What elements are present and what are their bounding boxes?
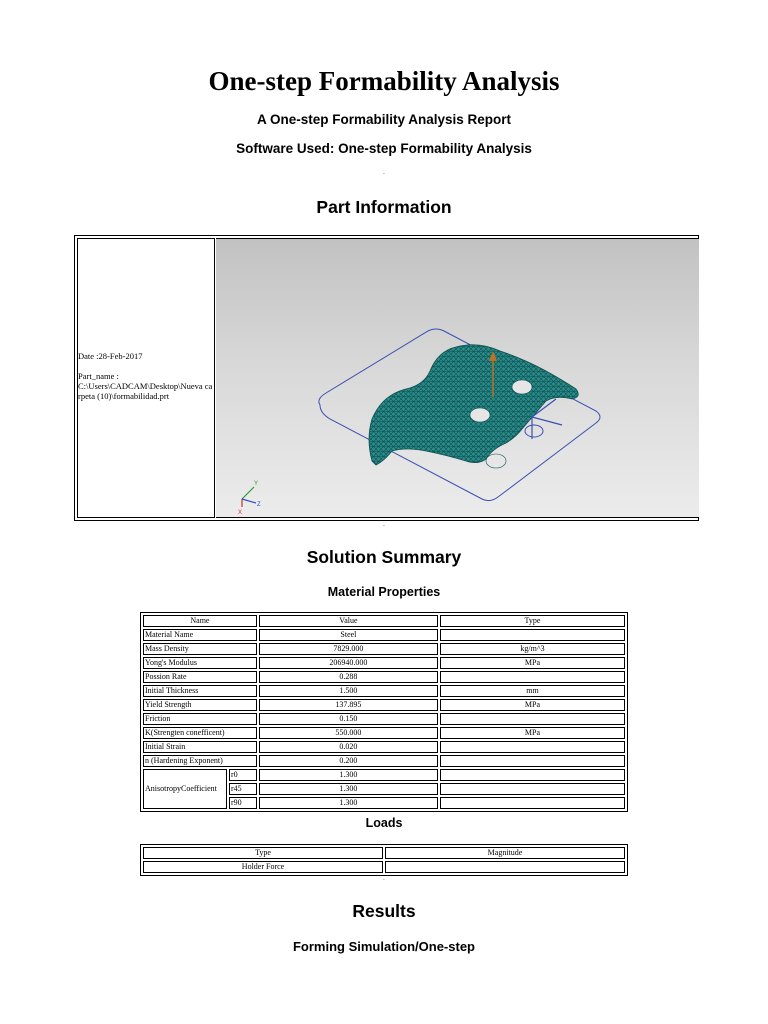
property-name: Yong's Modulus [143, 657, 257, 669]
table-row [143, 671, 625, 683]
property-unit [440, 671, 625, 683]
material-properties-table [140, 612, 628, 812]
property-value: 550.000 [259, 727, 438, 739]
property-name: Mass Density [143, 643, 257, 655]
property-value: 1.300 [259, 783, 438, 795]
axis-triad-icon [238, 481, 261, 516]
part-model-image [216, 239, 699, 518]
report-title: One-step Formability Analysis [208, 66, 560, 96]
property-unit [440, 713, 625, 725]
table-row [143, 741, 625, 753]
property-unit [440, 797, 625, 809]
table-row [143, 769, 625, 781]
solution-summary-heading: Solution Summary [306, 547, 462, 567]
table-row [143, 713, 625, 725]
property-name: Yield Strength [143, 699, 257, 711]
table-row [143, 755, 625, 767]
anisotropy-direction: r45 [229, 783, 257, 795]
property-name: n (Hardening Exponent) [143, 755, 257, 767]
separator-dot: . [383, 170, 385, 176]
table-row [143, 699, 625, 711]
property-value: 1.300 [259, 797, 438, 809]
anisotropy-direction: r90 [229, 797, 257, 809]
hole-outline [525, 425, 543, 437]
property-value: 0.200 [259, 755, 438, 767]
anisotropy-label: AnisotropyCoefficient [143, 769, 227, 809]
column-header: Magnitude [385, 847, 625, 859]
part-name-path: C:\Users\CADCAM\Desktop\Nueva carpeta (10)\formabilidad.prt [78, 381, 213, 401]
property-value: 206940.000 [259, 657, 438, 669]
property-name: Initial Thickness [143, 685, 257, 697]
property-name: Friction [143, 713, 257, 725]
property-value: 7829.000 [259, 643, 438, 655]
property-unit: mm [440, 685, 625, 697]
table-header-row [143, 847, 625, 859]
column-header: Type [143, 847, 383, 859]
property-unit: MPa [440, 727, 625, 739]
part-name-label: Part_name : [78, 371, 119, 381]
software-used: Software Used: One-step Formability Analysis [236, 141, 532, 156]
property-unit [440, 783, 625, 795]
table-row [143, 629, 625, 641]
property-unit [440, 769, 625, 781]
load-magnitude [385, 861, 625, 873]
hole [470, 408, 490, 422]
property-name: Possion Rate [143, 671, 257, 683]
svg-text:Z: Z [257, 502, 261, 508]
table-row [143, 685, 625, 697]
part-model-viewport [216, 238, 699, 518]
svg-text:X: X [238, 510, 243, 516]
property-unit: MPa [440, 657, 625, 669]
anisotropy-direction: r0 [229, 769, 257, 781]
part-info-cell [77, 238, 215, 518]
loads-table [140, 844, 628, 876]
results-heading: Results [352, 901, 416, 921]
table-row [143, 657, 625, 669]
property-value: 0.150 [259, 713, 438, 725]
column-header: Type [440, 615, 625, 627]
svg-text:Y: Y [254, 481, 259, 487]
property-value: 1.500 [259, 685, 438, 697]
table-row [143, 727, 625, 739]
loads-heading: Loads [365, 816, 403, 830]
part-information-heading: Part Information [316, 197, 452, 217]
load-type: Holder Force [143, 861, 383, 873]
property-unit: MPa [440, 699, 625, 711]
hole [486, 454, 506, 468]
property-value: 0.020 [259, 741, 438, 753]
property-unit [440, 629, 625, 641]
property-value: Steel [259, 629, 438, 641]
property-name: Material Name [143, 629, 257, 641]
report-subtitle: A One-step Formability Analysis Report [256, 112, 512, 127]
column-header: Value [259, 615, 438, 627]
results-subheading: Forming Simulation/One-step [292, 939, 475, 954]
part-date: Date :28-Feb-2017 [78, 351, 143, 361]
hole [512, 380, 532, 394]
property-unit [440, 755, 625, 767]
property-value: 0.288 [259, 671, 438, 683]
table-row [143, 643, 625, 655]
property-unit [440, 741, 625, 753]
property-value: 1.300 [259, 769, 438, 781]
property-unit: kg/m^3 [440, 643, 625, 655]
property-name: K(Strengten conefficent) [143, 727, 257, 739]
separator-dot: . [383, 876, 385, 882]
property-name: Initial Strain [143, 741, 257, 753]
property-value: 137.895 [259, 699, 438, 711]
column-header: Name [143, 615, 257, 627]
material-properties-heading: Material Properties [327, 585, 441, 599]
table-header-row [143, 615, 625, 627]
formed-part-mesh [369, 345, 578, 465]
table-row [143, 861, 625, 873]
separator-dot: . [383, 522, 385, 528]
